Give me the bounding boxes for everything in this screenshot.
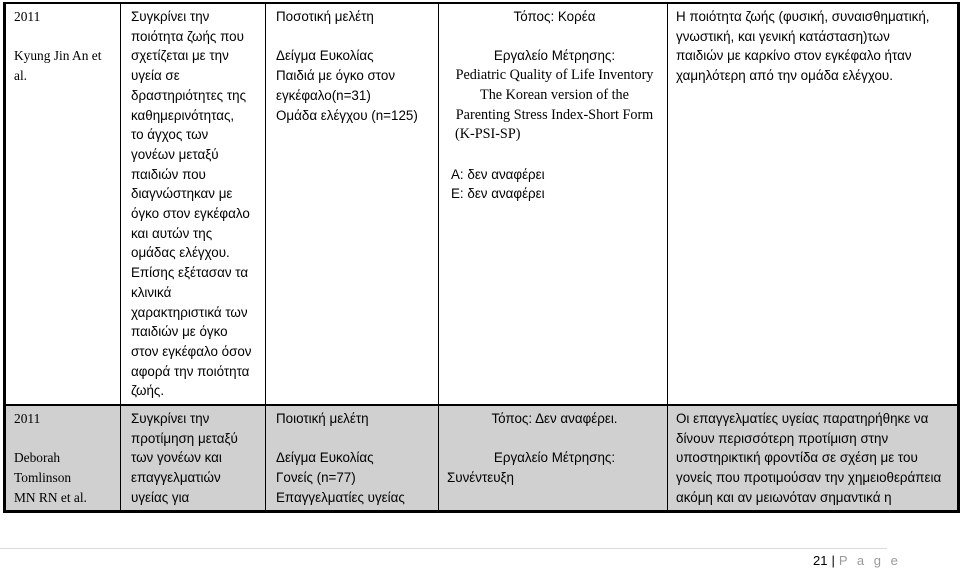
purpose-line: ομάδας ελέγχου. [131,245,230,261]
study-type: Ποσοτική μελέτη [276,9,374,24]
spacer [276,429,433,449]
purpose-line: και αυτών της [131,225,213,241]
table-row [5,405,959,512]
purpose-line: υγείας για [131,489,190,505]
tool-line: Pediatric Quality of Life Inventory [455,67,654,84]
study-type: Ποιοτική μελέτη [276,411,369,426]
page-label: P a g e [838,553,901,568]
purpose-line: κλινικά [131,284,172,300]
purpose-line: ποιότητα ζωής που [131,28,244,44]
results-cell [668,405,959,512]
purpose-line: υγεία σε [131,68,180,84]
purpose-line: επαγγελματιών [131,470,221,486]
tool-label: Εργαλείο Μέτρησης: [493,48,616,64]
tool-line: Συνέντευξη [447,470,514,486]
sample-line: Επαγγελματίες υγείας [276,489,405,505]
spacer [447,27,662,47]
purpose-line: παιδιών με όγκο [131,324,228,340]
purpose-line: όγκο στον εγκέφαλο [131,206,250,222]
results-cell [668,3,959,405]
result-line: χαμηλότερη από την ομάδα ελέγχου. [676,68,893,84]
purpose-line: στον εγκέφαλο όσον [131,343,252,359]
result-line: Η ποιότητα ζωής (φυσική, συναισθηματική, [676,9,930,24]
purpose-cell [121,405,266,512]
result-line: υποστηρικτική φροντίδα σε σχέση με του [676,450,918,466]
page-number: 21 [813,553,828,568]
tool-line: Parenting Stress Index-Short Form [455,106,654,123]
sample-line: Ομάδα ελέγχου (n=125) [276,107,418,123]
purpose-line: διαγνώστηκαν με [131,186,233,202]
purpose-line: χαρακτηριστικά των [131,304,248,320]
footer-divider [0,548,887,549]
table-row [5,3,959,405]
place-tool-cell [439,3,668,405]
tool-label: Εργαλείο Μέτρησης: [493,450,616,466]
spacer [447,429,662,449]
design-sample-cell [266,405,439,512]
result-line: παιδιών με καρκίνο στον εγκέφαλο ήταν [676,48,912,64]
result-line: γονείς που προτιμούσαν την χημειοθεράπεια [676,470,942,486]
result-line: ακόμη και αν μειωνόταν σημαντικά η [676,489,892,505]
author-line: MN RN et al. [14,489,87,505]
author-line: Tomlinson [14,470,72,486]
sample-label: Δείγμα Ευκολίας [276,450,374,466]
purpose-line: αφορά την ποιότητα [131,363,250,379]
purpose-line: ζωής. [131,383,165,399]
sample-label: Δείγμα Ευκολίας [276,48,374,64]
spacer [276,27,433,47]
purpose-line: Συγκρίνει την [131,9,210,24]
purpose-line: το άγχος των [131,127,209,143]
year-author-cell [5,405,121,512]
tool-line: The Korean version of the [480,86,629,103]
purpose-line: παιδιών που [131,166,206,182]
purpose-line: προτίμηση μεταξύ [131,430,238,446]
study-place: Τόπος: Δεν αναφέρει. [491,411,618,426]
page-footer [813,553,901,568]
study-place: Τόπος: Κορέα [513,9,596,24]
study-authors: Kyung Jin An et al. [14,48,102,84]
purpose-line: των γονέων και [131,450,222,466]
spacer [14,429,117,449]
purpose-line: Συγκρίνει την [131,411,210,426]
spacer [14,27,117,47]
literature-review-table [3,2,960,513]
study-year: 2011 [14,9,41,24]
result-line: Οι επαγγελματίες υγείας παρατηρήθηκε να [676,411,929,426]
result-line: γνωστική, και γενική κατάσταση)των [676,28,890,44]
purpose-line: γονέων μεταξύ [131,146,219,162]
result-line: δίνουν περισσότερη προτίμιση στην [676,430,889,446]
sample-line: Γονείς (n=77) [276,470,356,486]
footer-separator: | [831,553,835,568]
spacer [447,145,662,165]
purpose-line: καθημερινότητας, [131,107,235,123]
year-author-cell [5,3,121,405]
author-line: Deborah [14,450,61,466]
design-sample-cell [266,3,439,405]
sample-line: Παιδιά με όγκο στον [276,68,396,84]
place-tool-cell [439,405,668,512]
study-year: 2011 [14,411,41,426]
purpose-cell [121,3,266,405]
purpose-line: Επίσης εξέτασαν τα [131,265,249,281]
validity-note: Α: δεν αναφέρει [451,166,545,182]
purpose-line: δραστηριότητες της [131,87,247,103]
tool-line: (K-PSI-SP) [455,126,521,143]
purpose-line: σχετίζεται με την [131,48,229,64]
reliability-note: Ε: δεν αναφέρει [451,186,545,202]
sample-line: εγκέφαλο(n=31) [276,87,371,103]
